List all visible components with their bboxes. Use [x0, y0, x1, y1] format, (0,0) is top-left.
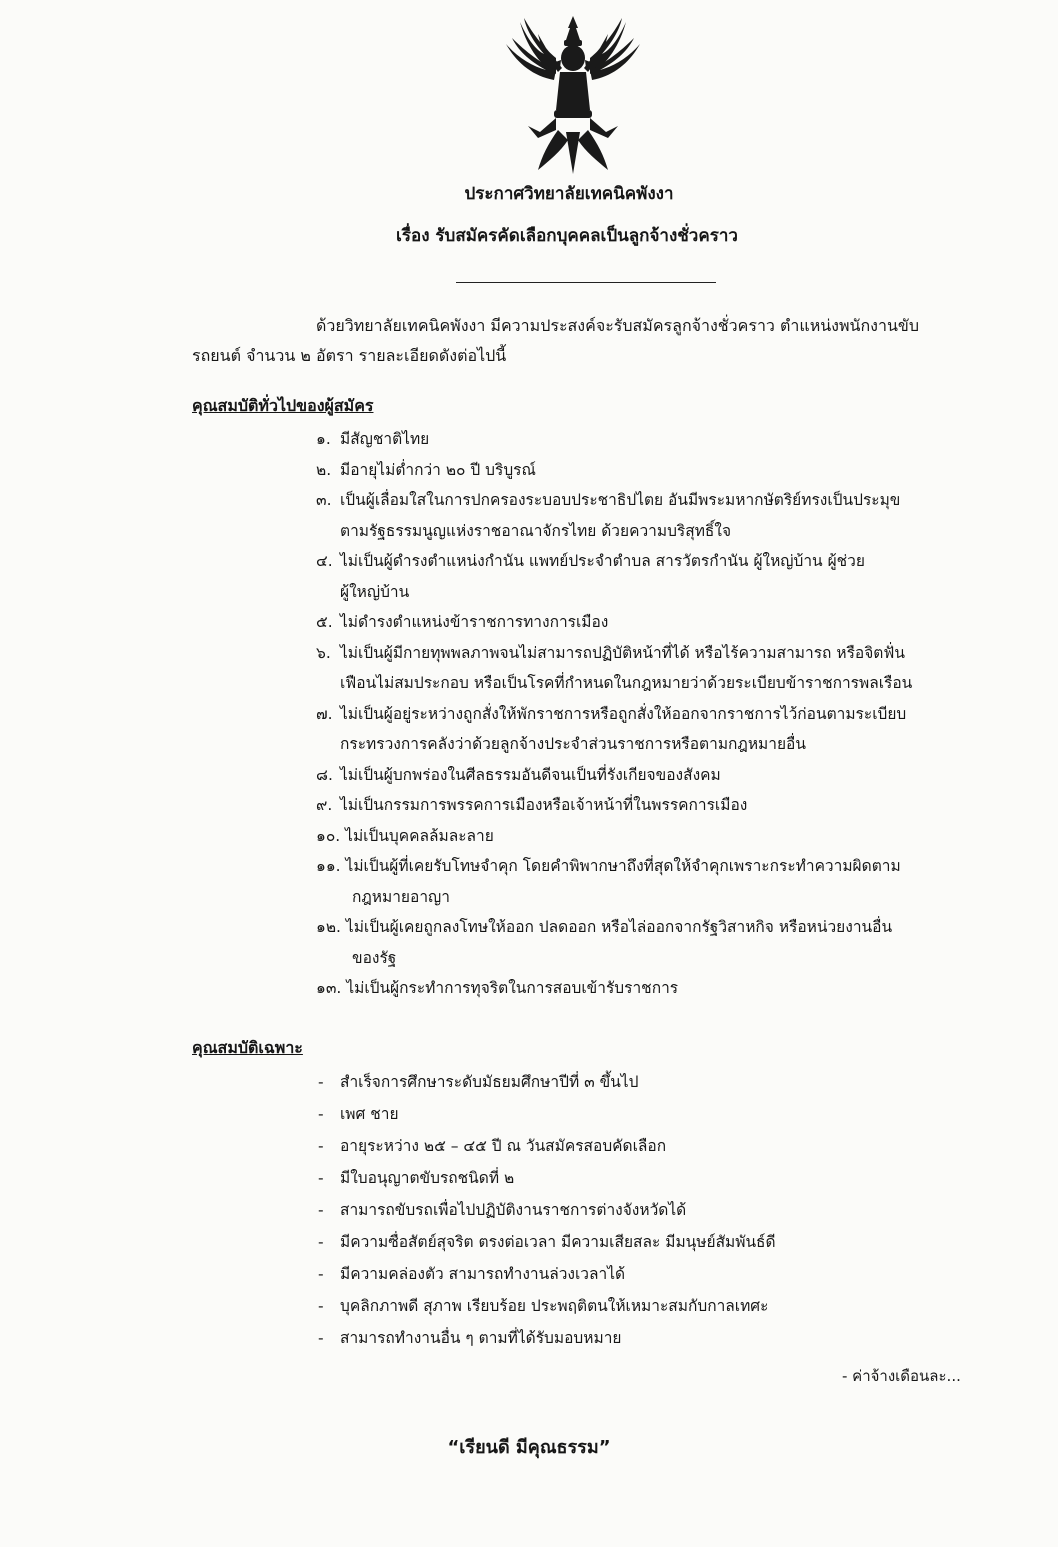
item-number: ๙.: [316, 796, 333, 814]
item-text: ไม่เป็นผู้อยู่ระหว่างถูกสั่งให้พักราชการหรือถูกสั่งให้ออกจากราชการไว้ก่อนตามระเบียบ: [340, 704, 907, 723]
item-text: อายุระหว่าง ๒๕ – ๔๕ ปี ณ วันสมัครสอบคัดเลือก: [340, 1137, 667, 1155]
item-text: มีความซื่อสัตย์สุจริต ตรงต่อเวลา มีความเสียสละ มีมนุษย์สัมพันธ์ดี: [340, 1233, 776, 1251]
list-item: [316, 699, 966, 760]
item-text: ไม่เป็นผู้ที่เคยรับโทษจำคุก โดยคำพิพากษาถึงที่สุดให้จำคุกเพราะกระทำความผิดตาม: [345, 857, 901, 875]
item-text-continued: กระทรวงการคลังว่าด้วยลูกจ้างประจำส่วนราชการหรือตามกฎหมายอื่น: [340, 735, 806, 753]
announcement-subject: เรื่อง รับสมัครคัดเลือกบุคคลเป็นลูกจ้างชั่วคราว: [396, 226, 738, 246]
item-text: ไม่เป็นผู้กระทำการทุจริตในการสอบเข้ารับราชการ: [346, 979, 679, 997]
list-item: [316, 821, 966, 852]
list-item: - มีความคล่องตัว สามารถทำงานล่วงเวลาได้: [318, 1265, 626, 1283]
list-item: - อายุระหว่าง ๒๕ – ๔๕ ปี ณ วันสมัครสอบคัดเลือก: [318, 1137, 667, 1155]
item-text: ไม่เป็นผู้เคยถูกลงโทษให้ออก ปลดออก หรือไล่ออกจากรัฐวิสาหกิจ หรือหน่วยงานอื่น: [345, 918, 893, 936]
list-item: [316, 760, 966, 791]
specific-qualifications-list: [318, 1066, 968, 1354]
list-item: [316, 973, 966, 1004]
item-text: เพศ ชาย: [340, 1105, 399, 1123]
list-item: [316, 638, 966, 699]
item-number: ๓.: [316, 491, 332, 509]
item-text: ไม่เป็นผู้มีกายทุพพลภาพจนไม่สามารถปฏิบัติหน้าที่ได้ หรือไร้ความสามารถ หรือจิตฟั่น: [340, 643, 905, 662]
list-item: [316, 790, 966, 821]
college-motto: “เรียนดี มีคุณธรรม”: [447, 1437, 611, 1458]
list-item: - มีใบอนุญาตขับรถชนิดที่ ๒: [318, 1169, 515, 1187]
list-item: - เพศ ชาย: [318, 1105, 399, 1123]
item-text-continued: ผู้ใหญ่บ้าน: [340, 582, 410, 601]
general-qualifications-list: [316, 424, 966, 1004]
item-number: ๔.: [316, 552, 333, 570]
item-text-continued: กฎหมายอาญา: [352, 887, 450, 906]
list-item: - สำเร็จการศึกษาระดับมัธยมศึกษาปีที่ ๓ ขึ้นไป: [318, 1073, 639, 1091]
list-item: [316, 455, 966, 486]
item-number: ๑๑.: [316, 857, 341, 875]
specific-qualifications-heading: คุณสมบัติเฉพาะ: [192, 1038, 303, 1057]
list-item: [316, 424, 966, 455]
item-number: ๑.: [316, 430, 331, 448]
item-number: ๑๓.: [316, 979, 342, 997]
item-number: ๑๒.: [316, 918, 341, 936]
item-text: สำเร็จการศึกษาระดับมัธยมศึกษาปีที่ ๓ ขึ้นไป: [340, 1073, 639, 1091]
item-text: มีอายุไม่ต่ำกว่า ๒๐ ปี บริบูรณ์: [340, 460, 536, 479]
item-number: ๒.: [316, 460, 332, 479]
item-text-continued: ของรัฐ: [352, 948, 397, 967]
item-text: สามารถขับรถเพื่อไปปฏิบัติงานราชการต่างจังหวัดได้: [340, 1201, 687, 1219]
item-number: ๗.: [316, 704, 333, 723]
item-number: ๖.: [316, 643, 331, 662]
item-text: มีความคล่องตัว สามารถทำงานล่วงเวลาได้: [340, 1265, 626, 1283]
item-text: ไม่ดำรงตำแหน่งข้าราชการทางการเมือง: [340, 613, 609, 631]
list-item: [316, 851, 966, 912]
list-item: [316, 546, 966, 607]
list-item: - มีความซื่อสัตย์สุจริต ตรงต่อเวลา มีความเสียสละ มีมนุษย์สัมพันธ์ดี: [318, 1233, 776, 1251]
item-text: บุคลิกภาพดี สุภาพ เรียบร้อย ประพฤติตนให้เหมาะสมกับกาลเทศะ: [340, 1297, 769, 1315]
item-text: ไม่เป็นผู้บกพร่องในศีลธรรมอันดีจนเป็นที่รังเกียจของสังคม: [340, 765, 721, 784]
list-item: - บุคลิกภาพดี สุภาพ เรียบร้อย ประพฤติตนให้เหมาะสมกับกาลเทศะ: [318, 1297, 769, 1315]
item-text: ไม่เป็นกรรมการพรรคการเมืองหรือเจ้าหน้าที่ในพรรคการเมือง: [340, 796, 748, 814]
list-item: [316, 912, 966, 973]
list-item: - สามารถทำงานอื่น ๆ ตามที่ได้รับมอบหมาย: [318, 1329, 622, 1347]
item-text-continued: เฟือนไม่สมประกอบ หรือเป็นโรคที่กำหนดในกฎหมายว่าด้วยระเบียบข้าราชการพลเรือน: [340, 674, 913, 692]
item-number: ๕.: [316, 613, 333, 631]
item-text: ไม่เป็นผู้ดำรงตำแหน่งกำนัน แพทย์ประจำตำบล สารวัตรกำนัน ผู้ใหญ่บ้าน ผู้ช่วย: [340, 552, 865, 570]
item-text-continued: ตามรัฐธรรมนูญแห่งราชอาณาจักรไทย ด้วยความบริสุทธิ์ใจ: [340, 521, 732, 540]
title-divider: [456, 282, 716, 283]
continued-on-next-page: - ค่าจ้างเดือนละ...: [842, 1367, 961, 1385]
item-number: ๘.: [316, 765, 333, 784]
intro-line-1: ด้วยวิทยาลัยเทคนิคพังงา มีความประสงค์จะรับสมัครลูกจ้างชั่วคราว ตำแหน่งพนักงานขับ: [316, 316, 919, 335]
item-text: มีสัญชาติไทย: [340, 430, 430, 448]
item-text: เป็นผู้เลื่อมใสในการปกครองระบอบประชาธิปไตย อันมีพระมหากษัตริย์ทรงเป็นประมุข: [340, 491, 901, 509]
item-text: สามารถทำงานอื่น ๆ ตามที่ได้รับมอบหมาย: [340, 1329, 622, 1347]
announcement-title: ประกาศวิทยาลัยเทคนิคพังงา: [464, 184, 674, 204]
item-text: มีใบอนุญาตขับรถชนิดที่ ๒: [340, 1169, 515, 1187]
garuda-emblem-icon: [498, 14, 648, 176]
list-item: - สามารถขับรถเพื่อไปปฏิบัติงานราชการต่างจังหวัดได้: [318, 1201, 687, 1219]
list-item: [316, 485, 966, 546]
intro-line-2: รถยนต์ จำนวน ๒ อัตรา รายละเอียดดังต่อไปนี้: [192, 346, 507, 365]
item-number: ๑๐.: [316, 826, 341, 845]
list-item: [316, 607, 966, 638]
general-qualifications-heading: คุณสมบัติทั่วไปของผู้สมัคร: [192, 396, 374, 415]
item-text: ไม่เป็นบุคคลล้มละลาย: [345, 826, 494, 845]
